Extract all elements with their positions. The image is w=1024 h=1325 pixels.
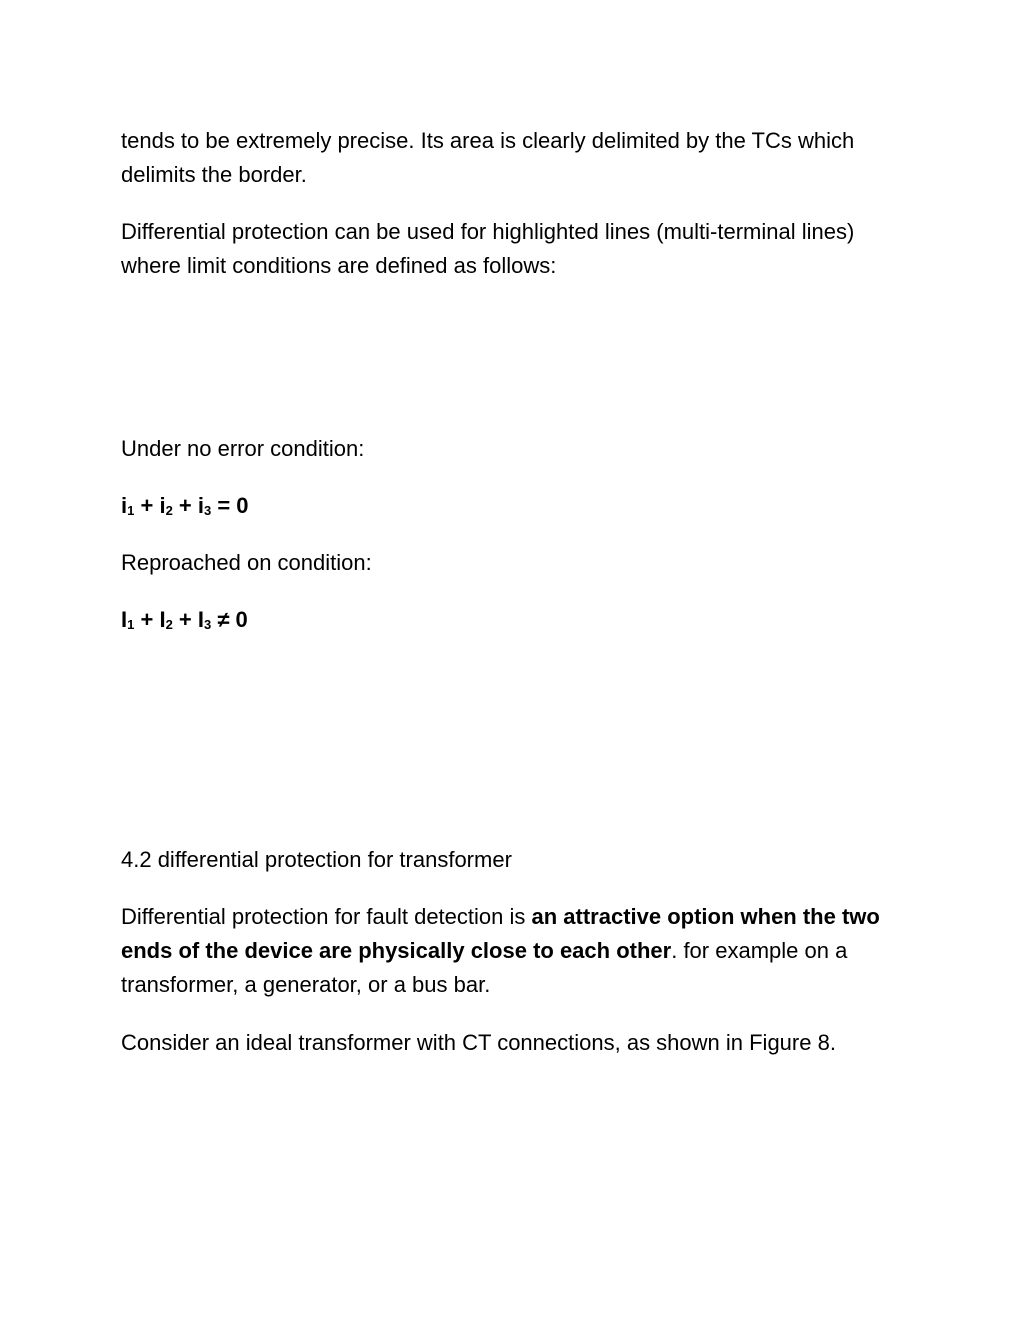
emphasis-text: an attractive option when the two ends of the device are physically close to each other (121, 904, 880, 963)
equation-no-error: i1 + i2 + i3 = 0 (121, 493, 249, 518)
section-heading: 4.2 differential protection for transformer (121, 847, 512, 872)
label-no-error-condition: Under no error condition: (121, 436, 365, 461)
paragraph-precision: tends to be extremely precise. Its area is clearly delimited by the TCs which delimits the border. (121, 128, 855, 187)
equation-fault: I1 + I2 + I3 ≠ 0 (121, 607, 248, 632)
paragraph-multi-terminal: Differential protection can be used for highlighted lines (multi-terminal lines) where limit conditions are defined as follows: (121, 219, 855, 278)
label-reproached-condition: Reproached on condition: (121, 550, 372, 575)
paragraph-fault-detection: Differential protection for fault detection is an attractive option when the two ends of the device are physically close to each other. for example on a transformer, a generator, or a bus bar. (121, 904, 880, 997)
paragraph-ideal-transformer: Consider an ideal transformer with CT connections, as shown in Figure 8. (121, 1030, 836, 1055)
